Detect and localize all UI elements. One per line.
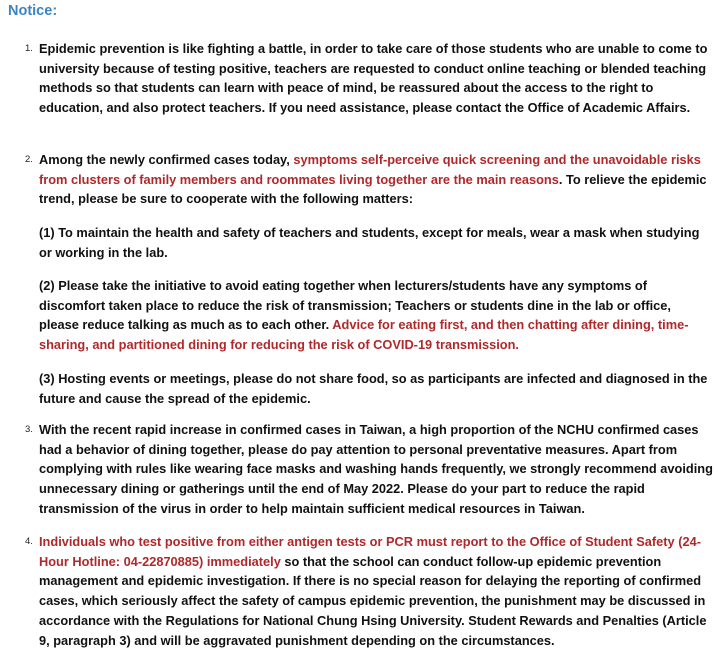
subitem-text: (2) Please take the initiative to avoid eating together when lecturers/students have any symptoms of discomfort taken place to reduce the risk of transmission; Teachers or students dine in the lab or office, please reduce talking as much as to each other. (39, 278, 671, 333)
item-number: 3. (25, 424, 33, 435)
subitem-text: (3) Hosting events or meetings, please do not share food, so as participants are infected and diagnosed in the future and cause the spread of the epidemic. (39, 371, 708, 406)
notice-item-2 (25, 150, 714, 209)
item-text: Epidemic prevention is like fighting a battle, in order to take care of those students who are unable to come to university because of testing positive, teachers are requested to conduct online teaching or blended teaching methods so that students can learn with peace of mind, be reassured about the access to the right to education, and also protect teachers. If you need assistance, please contact the Office of Academic Affairs. (39, 41, 708, 116)
notice-subitem-1 (39, 223, 714, 262)
notice-subitem-2 (39, 276, 714, 355)
notice-item-1 (25, 39, 714, 118)
notice-item-3 (25, 420, 714, 519)
subitem-text: (1) To maintain the health and safety of teachers and students, except for meals, wear a mask when studying or working in the lab. (39, 225, 700, 260)
highlighted-text: Advice for eating first, and then chatting after dining, time-sharing, and partitioned dining for reducing the risk of COVID-19 transmission. (39, 317, 689, 353)
item-text: With the recent rapid increase in confirmed cases in Taiwan, a high proportion of the NCHU confirmed cases had a behavior of dining together, please do pay attention to personal preventative measures. Apart from complying with rules like wearing face masks and washing hands frequently, we strongly recommend avoiding unnecessary dining or gatherings until the end of May 2022. Please do your part to reduce the rapid transmission of the virus in order to help maintain sufficient medical resources in Taiwan. (39, 422, 713, 516)
highlighted-text: symptoms self-perceive quick screening and the unavoidable risks from clusters of family members and roommates living together are the main reasons (39, 152, 701, 187)
item-number: 4. (25, 536, 33, 547)
highlighted-text: Individuals who test positive from either antigen tests or PCR must report to the Office of Student Safety (24-Hour Hotline: 04-22870885) immediately (39, 534, 701, 569)
item-number: 2. (25, 154, 33, 165)
item-number: 1. (25, 43, 33, 54)
notice-title: Notice: (8, 3, 58, 19)
notice-item-4 (25, 532, 714, 650)
item-text: . To relieve the epidemic trend, please be sure to cooperate with the following matters: (39, 171, 707, 207)
notice-subitem-3 (39, 369, 714, 408)
item-text: so that the school can conduct follow-up epidemic prevention management and epidemic investigation. If there is no special reason for delaying the reporting of confirmed cases, which seriously affect the safety of campus epidemic prevention, the punishment may be discussed in accordance with the Regulations for National Chung Hsing University. Student Rewards and Penalties (Article 9, paragraph 3) and will be aggravated punishment depending on the circumstances. (39, 553, 707, 648)
item-text: Among the newly confirmed cases today, (39, 152, 294, 167)
